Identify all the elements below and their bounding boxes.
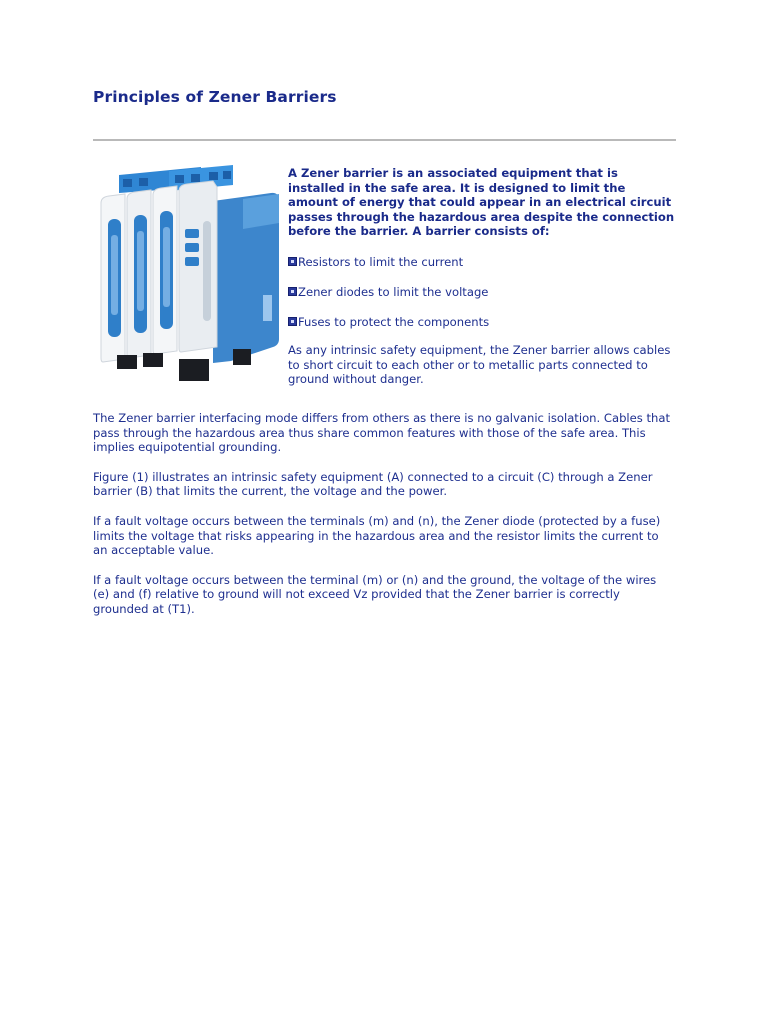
document-page: [93, 88, 676, 632]
list-item-text: Fuses to protect the components: [298, 314, 490, 329]
paragraph: If a fault voltage occurs between the terminal (m) or (n) and the ground, the voltage of the wires (e) and (f) relative to ground will not exceed Vz provided that the Zener barrier is correctly grounded at (T1).: [93, 572, 657, 616]
page-title: Principles of Zener Barriers: [93, 88, 337, 106]
list-item: [288, 255, 676, 269]
list-item: [288, 315, 676, 329]
intro-closing-paragraph: As any intrinsic safety equipment, the Zener barrier allows cables to short circuit to each other or to metallic parts connected to ground without danger.: [288, 342, 671, 387]
bullet-square-icon: [288, 317, 297, 326]
bullet-list: [288, 255, 676, 329]
horizontal-rule: [93, 139, 676, 141]
bullet-square-icon: [288, 287, 297, 296]
intro-text: [288, 166, 676, 387]
list-item-text: Zener diodes to limit the voltage: [298, 284, 489, 299]
bullet-square-icon: [288, 257, 297, 266]
paragraph: Figure (1) illustrates an intrinsic safety equipment (A) connected to a circuit (C) through a Zener barrier (B) that limits the current, the voltage and the power.: [93, 469, 653, 499]
body-text: [93, 411, 676, 617]
intro-lead: A Zener barrier is an associated equipment that is installed in the safe area. It is designed to limit the amount of energy that could appear in an electrical circuit passes through the hazardous area despite the connection before the barrier. A barrier consists of:: [288, 166, 675, 239]
list-item: [288, 285, 676, 299]
intro-section: [93, 163, 676, 411]
paragraph: If a fault voltage occurs between the terminals (m) and (n), the Zener diode (protected by a fuse) limits the voltage that risks appearing in the hazardous area and the resistor limits the current to an acceptable value.: [93, 513, 661, 558]
list-item-text: Resistors to limit the current: [298, 254, 464, 269]
paragraph: The Zener barrier interfacing mode differs from others as there is no galvanic isolation. Cables that pass through the hazardous area thus share common features with those of the safe area. This implies equipotential grounding.: [93, 411, 671, 455]
zener-barrier-photo: [93, 163, 283, 393]
